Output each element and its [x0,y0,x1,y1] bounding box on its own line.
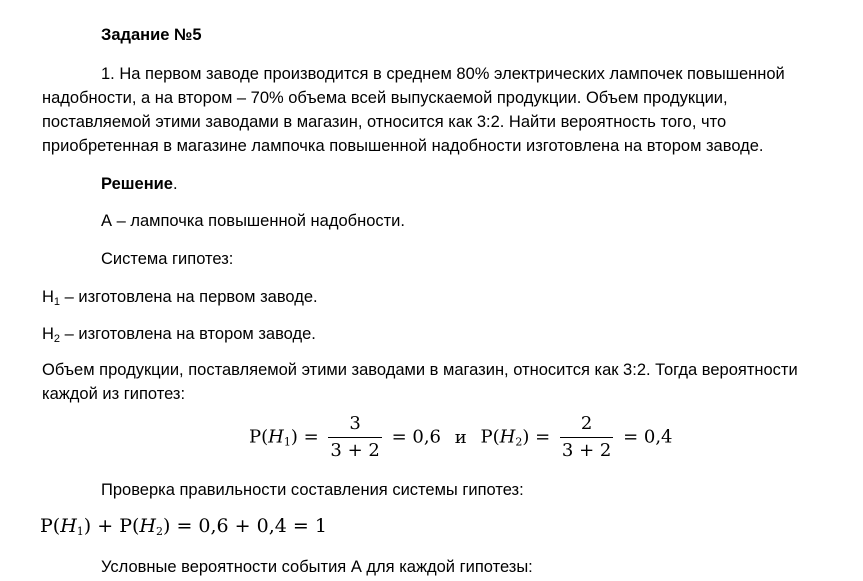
solution-heading [42,172,863,196]
hypotheses-sum-formula [40,514,327,538]
formula1-p1-open: P( [249,426,269,448]
formula2-p2-close: ) [162,515,171,537]
formula2-h1-index: 1 [76,525,84,538]
formula1-result-1: = 0,6 [391,426,442,448]
formula2-p2-open: P( [119,515,140,537]
h2-text: – изготовлена на втором заводе. [60,325,316,343]
formula1-h1-letter: H [268,426,284,448]
h1-index: 1 [53,296,61,308]
formula1-h2-index: 2 [515,435,523,449]
conditional-probabilities-heading: Условные вероятности события А для каждой гипотезы: [101,558,533,576]
event-definition: А – лампочка повышенной надобности. [101,212,405,230]
fraction-1-denominator: 3 + 2 [330,440,380,461]
solution-label: Решение [101,175,173,193]
formula2-rest: = 0,6 + 0,4 = 1 [170,515,327,537]
fraction-1-numerator: 3 [328,414,381,438]
ratio-paragraph: Объем продукции, поставляемой этими заводами в магазин, относится как 3:2. Тогда вероятности каждой из гипотез: [42,361,798,403]
formula2-plus: + [91,515,120,537]
formula2-p1-close: ) [83,515,92,537]
hypotheses-heading: Система гипотез: [101,250,234,268]
task-title: Задание №5 [101,26,202,44]
formula1-conjunction: и [454,426,467,448]
h1-text: – изготовлена на первом заводе. [60,288,318,306]
problem-statement: 1. На первом заводе производится в среднем 80% электрических лампочек повышенной надобности, а на втором – 70% объема всей выпускаемой продукции. Объем продукции, поставляемой этими заводами в магазин, относится как 3:2. Найти вероятность того, что приобретенная в магазине лампочка повышенной надобности изготовлена на втором заводе. [42,65,785,155]
hypothesis-h1 [42,285,832,309]
formula1-p2-close: ) = [522,426,551,448]
formula1-h1-index: 1 [283,435,291,449]
hypothesis-h2 [42,322,832,346]
fraction-2-numerator: 2 [560,414,613,438]
formula1-p1-close: ) = [290,426,319,448]
fraction-2 [560,414,613,461]
formula1-p2-open: P( [480,426,500,448]
h2-letter: H [42,325,54,343]
hypothesis-probabilities-formula [249,414,673,461]
formula2-h2-letter: H [139,515,156,537]
h2-index: 2 [53,333,61,345]
formula2-p1-open: P( [40,515,61,537]
check-paragraph: Проверка правильности составления системы гипотез: [101,481,524,499]
formula1-result-2: = 0,4 [623,426,673,448]
formula1-h2-letter: H [499,426,516,448]
formula2-h2-index: 2 [155,525,163,538]
fraction-1 [328,414,381,461]
solution-period: . [173,175,178,193]
fraction-2-denominator: 3 + 2 [561,440,612,461]
formula2-h1-letter: H [60,515,77,537]
h1-letter: H [42,288,54,306]
